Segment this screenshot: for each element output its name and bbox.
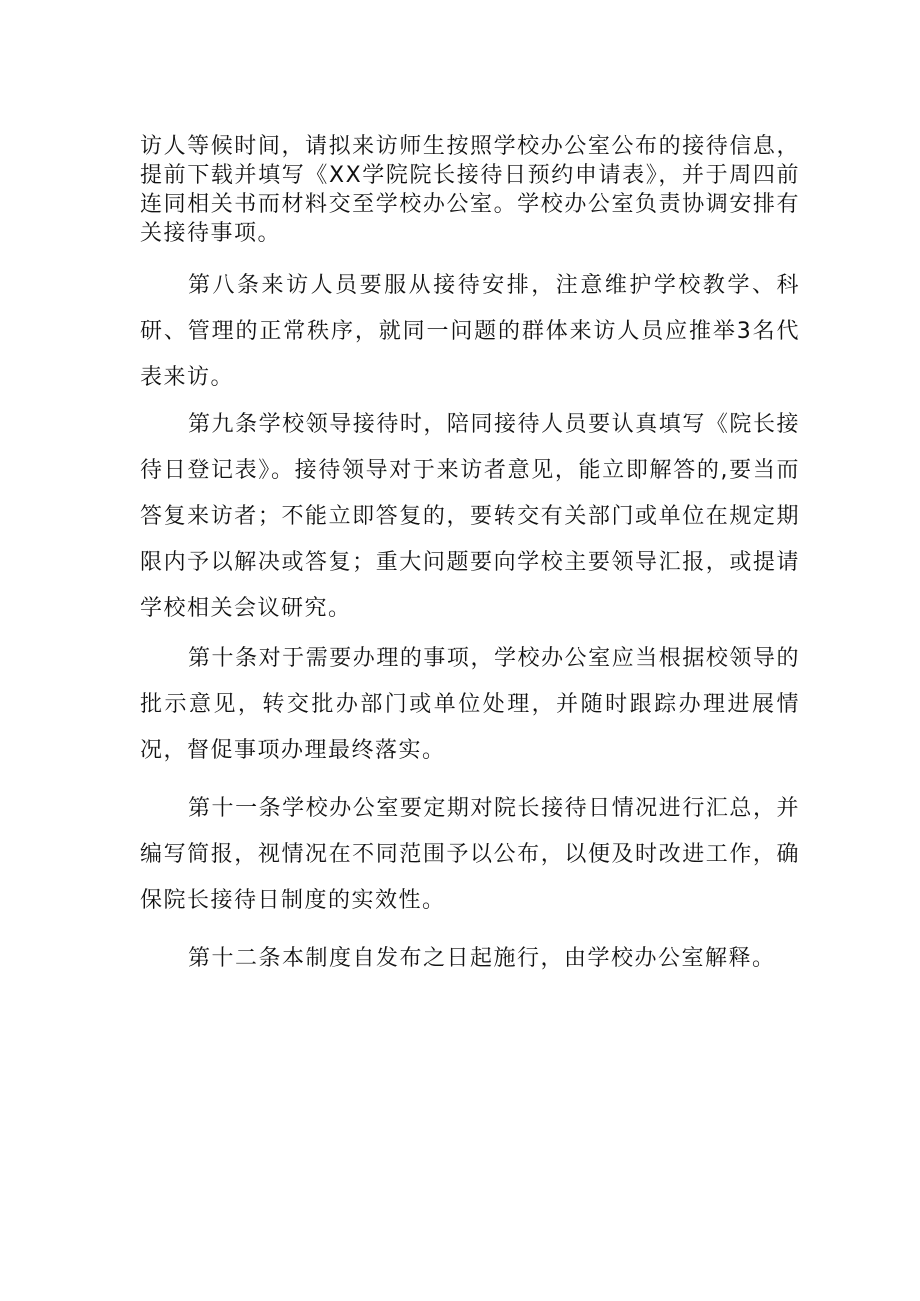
article-11-paragraph: 第十一条学校办公室要定期对院长接待日情况进行汇总，并编写简报，视情况在不同范围予以公布，以便及时改进工作，确保院长接待日制度的实效性。 [140,796,800,913]
paragraph-continuation: 访人等候时间，请拟来访师生按照学校办公室公布的接待信息，提前下载并填写《XX学院院长接待日预约申请表》，并于周四前连同相关书而材料交至学校办公室。学校办公室负责协调安排有关接待事项。 [140,134,800,246]
article-10-paragraph: 第十条对于需要办理的事项，学校办公室应当根据校领导的批示意见，转交批办部门或单位处理，并随时跟踪办理进展情况，督促事项办理最终落实。 [140,646,800,763]
article-8-paragraph: 第八条来访人员要服从接待安排，注意维护学校教学、科研、管理的正常秩序，就同一问题的群体来访人员应推举3名代表来访。 [140,273,800,390]
article-12-paragraph: 第十二条本制度自发布之日起施行，由学校办公室解释。 [188,946,776,971]
article-9-paragraph: 第九条学校领导接待时，陪同接待人员要认真填写《院长接待日登记表》。接待领导对于来访者意见，能立即解答的,要当而答复来访者；不能立即答复的，要转交有关部门或单位在规定期限内予以解决或答复；重大问题要向学校主要领导汇报，或提请学校相关会议研究。 [140,412,800,621]
